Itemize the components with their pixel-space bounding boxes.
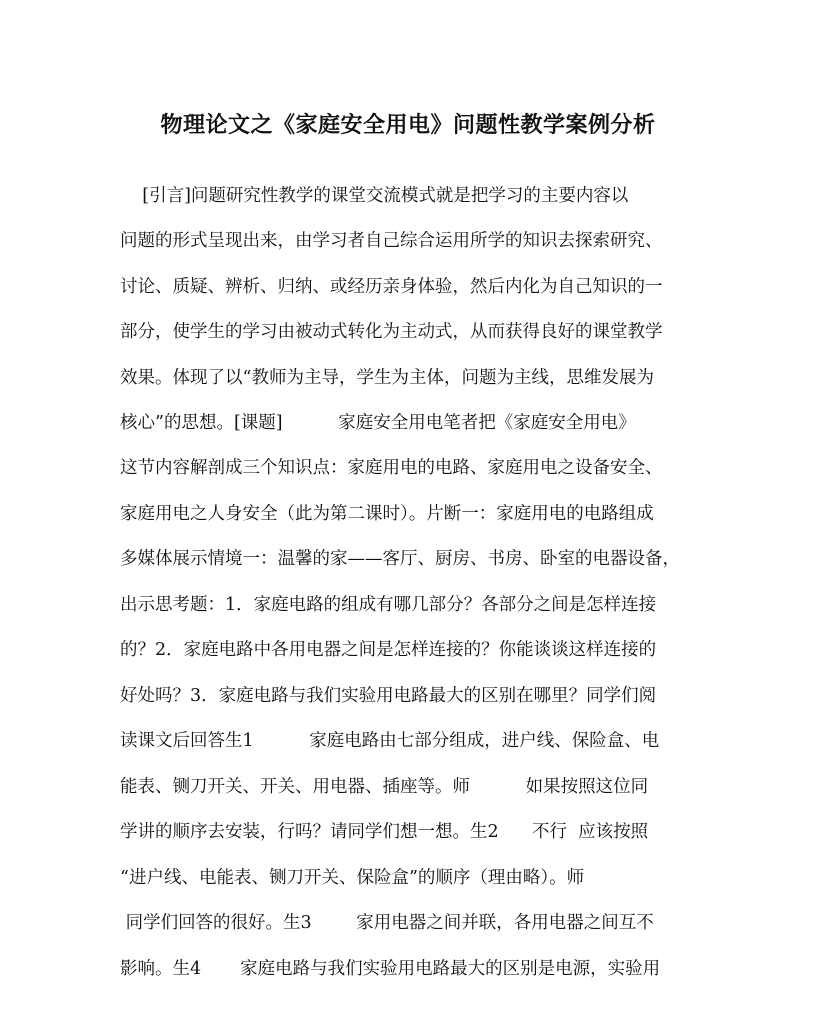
- body-line: 家庭用电之人身安全（此为第二课时）。片断一：家庭用电的电路组成: [120, 504, 654, 524]
- body-line: 能表、铡刀开关、开关、用电器、插座等。师 如果按照这位同: [120, 777, 649, 797]
- body-line: 影响。生4 家庭电路与我们实验用电路最大的区别是电源，实验用: [120, 959, 661, 979]
- body-line: 讨论、质疑、辨析、归纳、或经历亲身体验，然后内化为自己知识的一: [120, 277, 663, 297]
- body-line: 读课文后回答生1 家庭电路由七部分组成，进户线、保险盒、电: [120, 731, 660, 751]
- body-line: “进户线、电能表、铡刀开关、保险盒”的顺序（理由略）。师: [120, 868, 585, 888]
- body-line: 问题的形式呈现出来，由学习者自己综合运用所学的知识去探索研究、: [120, 231, 663, 251]
- body-line: [引言]问题研究性教学的课堂交流模式就是把学习的主要内容以: [120, 186, 629, 206]
- body-line: 好处吗？3．家庭电路与我们实验用电路最大的区别在哪里？同学们阅: [120, 686, 657, 706]
- body-line: 这节内容解剖成三个知识点：家庭用电的电路、家庭用电之设备安全、: [120, 458, 663, 478]
- body-line: 出示思考题：1．家庭电路的组成有哪几部分？各部分之间是怎样连接: [120, 595, 657, 615]
- body-line: 学讲的顺序去安装，行吗？请同学们想一想。生2 不行 应该按照: [120, 822, 649, 842]
- body-line: 多媒体展示情境一：温馨的家——客厅、厨房、书房、卧室的电器设备，: [120, 549, 680, 569]
- document-title: 物理论文之《家庭安全用电》问题性教学案例分析: [160, 112, 656, 138]
- body-line: 同学们回答的很好。生3 家用电器之间并联，各用电器之间互不: [120, 913, 654, 933]
- body-line: 的？2．家庭电路中各用电器之间是怎样连接的？你能谈谈这样连接的: [120, 640, 657, 660]
- body-line: 部分，使学生的学习由被动式转化为主动式，从而获得良好的课堂教学: [120, 322, 663, 342]
- body-line: 效果。体现了以“教师为主导，学生为主体，问题为主线，思维发展为: [120, 368, 654, 388]
- body-line: 核心”的思想。[课题] 家庭安全用电笔者把《家庭安全用电》: [120, 413, 636, 433]
